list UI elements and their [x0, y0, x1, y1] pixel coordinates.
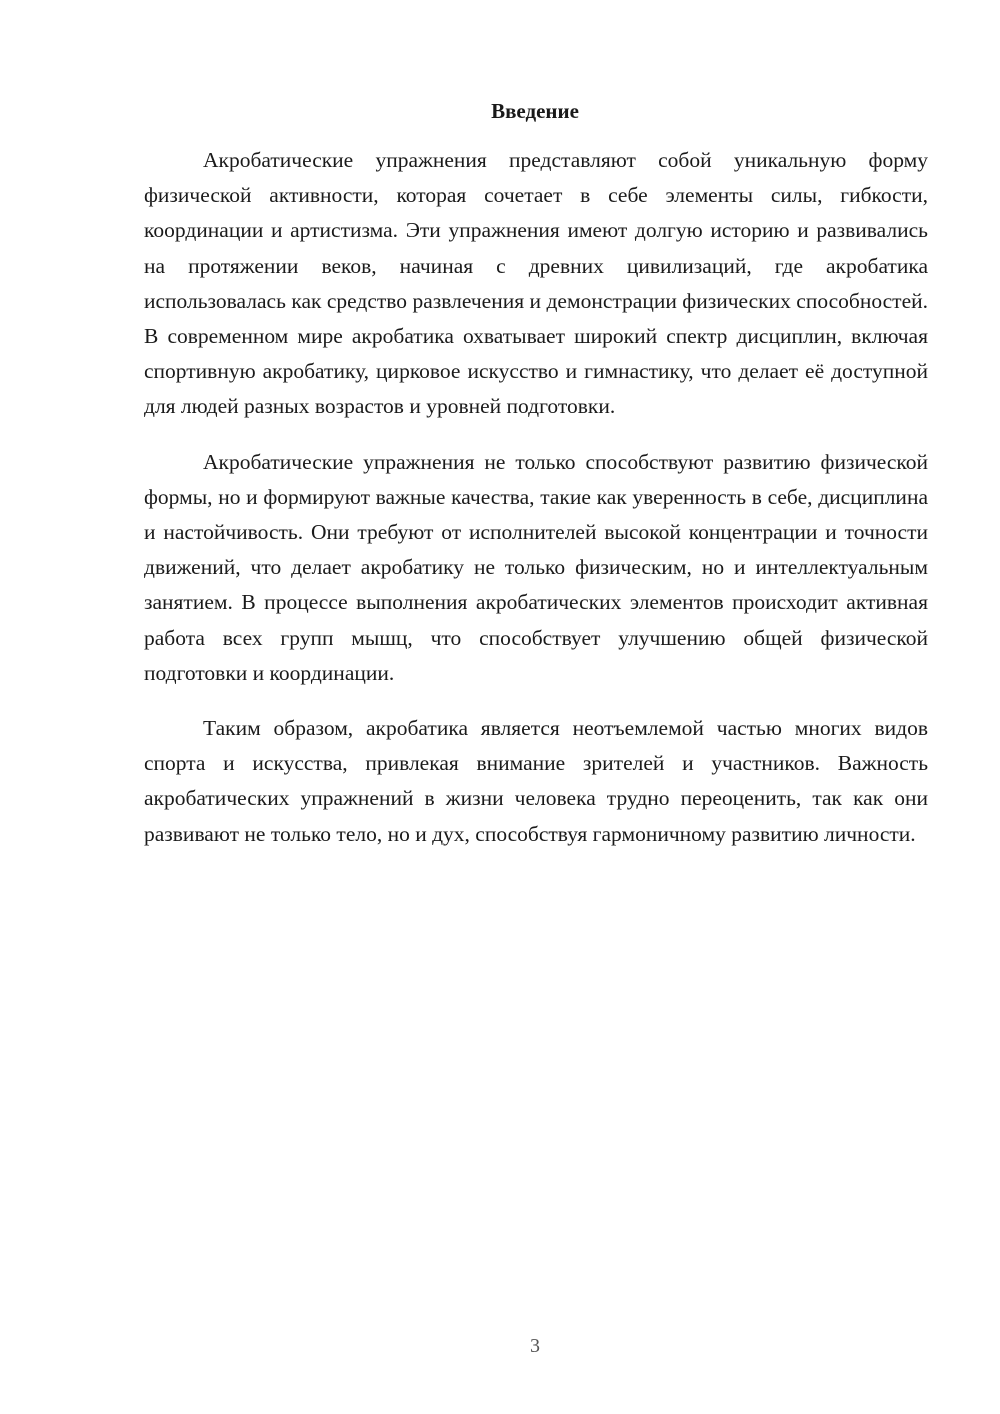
page-title: Введение	[491, 99, 579, 123]
paragraph-2: Акробатические упражнения не только способствуют развитию физической формы, но и формируют важные качества, такие как уверенность в себе, дисциплина и настойчивость. Они требуют от исполнителей высокой концентрации и точности движений, что делает акробатику не только физическим, но и интеллектуальным занятием. В процессе выполнения акробатических элементов происходит активная работа всех групп мышц, что способствует улучшению общей физической подготовки и координации.	[144, 449, 928, 685]
paragraph-3: Таким образом, акробатика является неотъемлемой частью многих видов спорта и искусства, привлекая внимание зрителей и участников. Важность акробатических упражнений в жизни человека трудно переоценить, так как они развивают не только тело, но и дух, способствуя гармоничному развитию личности.	[144, 716, 928, 846]
paragraph-1: Акробатические упражнения представляют собой уникальную форму физической активности, которая сочетает в себе элементы силы, гибкости, координации и артистизма. Эти упражнения имеют долгую историю и развивались на протяжении веков, начиная с древних цивилизаций, где акробатика использовалась как средство развлечения и демонстрации физических способностей. В современном мире акробатика охватывает широкий спектр дисциплин, включая спортивную акробатику, цирковое искусство и гимнастику, что делает её доступной для людей разных возрастов и уровней подготовки.	[144, 148, 928, 419]
body-text	[144, 143, 928, 872]
page-number: 3	[530, 1335, 540, 1357]
